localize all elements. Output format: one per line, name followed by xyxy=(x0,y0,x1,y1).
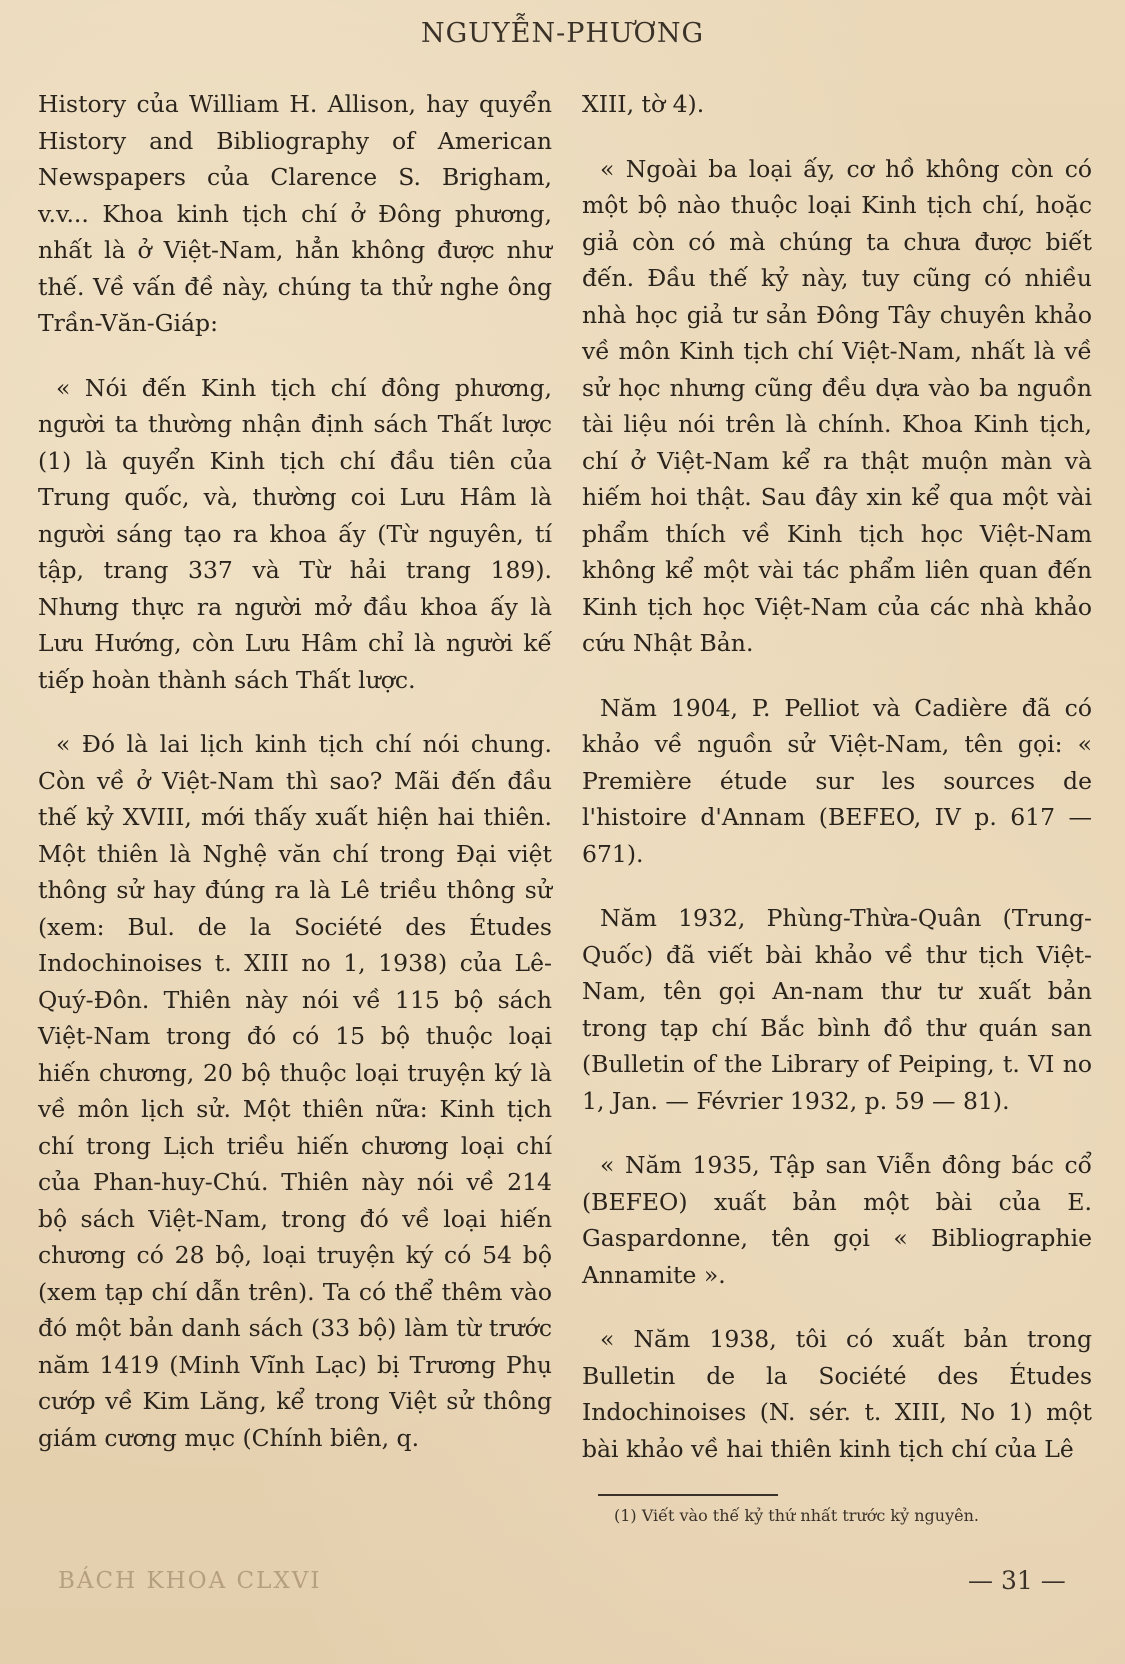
paragraph: Năm 1904, P. Pelliot và Cadière đã có khảo về nguồn sử Việt-Nam, tên gọi: « Première étude sur les sources de l'histoire d'Annam (BEFEO, IV p. 617 — 671). xyxy=(582,693,1092,868)
paragraph: « Ngoài ba loại ấy, cơ hồ không còn có một bộ nào thuộc loại Kinh tịch chí, hoặc giả còn có mà chúng ta chưa được biết đến. Đầu thế kỷ này, tuy cũng có nhiều nhà học giả tư sản Đông Tây chuyên khảo về môn Kinh tịch chí Việt-Nam, nhất là về sử học nhưng cũng đều dựa vào ba nguồn tài liệu nói trên là chính. Khoa Kinh tịch, chí ở Việt-Nam kể ra thật muộn màn và hiếm hoi thật. Sau đây xin kể qua một vài phẩm thích về Kinh tịch học Việt-Nam không kể một vài tác phẩm liên quan đến Kinh tịch học Việt-Nam của các nhà khảo cứu Nhật Bản. xyxy=(582,154,1092,657)
journal-footer: BÁCH KHOA CLXVI xyxy=(58,1568,322,1594)
paragraph: Năm 1932, Phùng-Thừa-Quân (Trung-Quốc) đã viết bài khảo về thư tịch Việt-Nam, tên gọi An-nam thư tư xuất bản trong tạp chí Bắc bình đồ thư quán san (Bulletin of the Library of Peiping, t. VI no 1, Jan. — Février 1932, p. 59 — 81). xyxy=(582,904,1092,1115)
paragraph: « Nói đến Kinh tịch chí đông phương, người ta thường nhận định sách Thất lược (1) là quyển Kinh tịch chí đầu tiên của Trung quốc, và, thường coi Lưu Hâm là người sáng tạo ra khoa ấy (Từ nguyên, tí tập, trang 337 và Từ hải trang 189). Nhưng thực ra người mở đầu khoa ấy là Lưu Hướng, còn Lưu Hâm chỉ là người kế tiếp hoàn thành sách Thất lược. xyxy=(38,373,552,694)
footnote-rule xyxy=(598,1494,778,1496)
paragraph: History của William H. Allison, hay quyển History and Bibliography of American Newspapers của Clarence S. Brigham, v.v... Khoa kinh tịch chí ở Đông phương, nhất là ở Việt-Nam, hẳn không được như thế. Về vấn đề này, chúng ta thử nghe ông Trần-Văn-Giáp: xyxy=(38,90,552,337)
left-column xyxy=(38,86,552,1484)
paragraph: « Năm 1938, tôi có xuất bản trong Bulletin de la Société des Études Indochinoises (N. sér. t. XIII, No 1) một bài khảo về hai thiên kinh tịch chí của Lê xyxy=(582,1325,1092,1463)
page-number: — 31 — xyxy=(968,1566,1066,1595)
paragraph: « Năm 1935, Tập san Viễn đông bác cổ (BEFEO) xuất bản một bài của E. Gaspardonne, tên gọi « Bibliographie Annamite ». xyxy=(582,1151,1092,1289)
right-column xyxy=(582,86,1092,1495)
running-title: NGUYỄN-PHƯƠNG xyxy=(420,18,705,49)
paragraph: XIII, tờ 4). xyxy=(582,90,705,118)
paragraph: « Đó là lai lịch kinh tịch chí nói chung. Còn về ở Việt-Nam thì sao? Mãi đến đầu thế kỷ XVIII, mới thấy xuất hiện hai thiên. Một thiên là Nghệ văn chí trong Đại việt thông sử hay đúng ra là Lê triều thông sử (xem: Bul. de la Société des Études Indochinoises t. XIII no 1, 1938) của Lê-Quý-Đôn. Thiên này nói về 115 bộ sách Việt-Nam trong đó có 15 bộ thuộc loại hiến chương, 20 bộ thuộc loại truyện ký là về môn lịch sử. Một thiên nữa: Kinh tịch chí trong Lịch triều hiến chương loại chí của Phan-huy-Chú. Thiên này nói về 214 bộ sách Việt-Nam, trong đó về loại hiến chương có 28 bộ, loại truyện ký có 54 bộ (xem tạp chí dẫn trên). Ta có thể thêm vào đó một bản danh sách (33 bộ) làm từ trước năm 1419 (Minh Vĩnh Lạc) bị Trương Phụ cướp về Kim Lăng, kể trong Việt sử thông giám cương mục (Chính biên, q. xyxy=(38,730,552,1452)
footnote: (1) Viết vào thế kỷ thứ nhất trước kỷ nguyên. xyxy=(614,1506,979,1525)
